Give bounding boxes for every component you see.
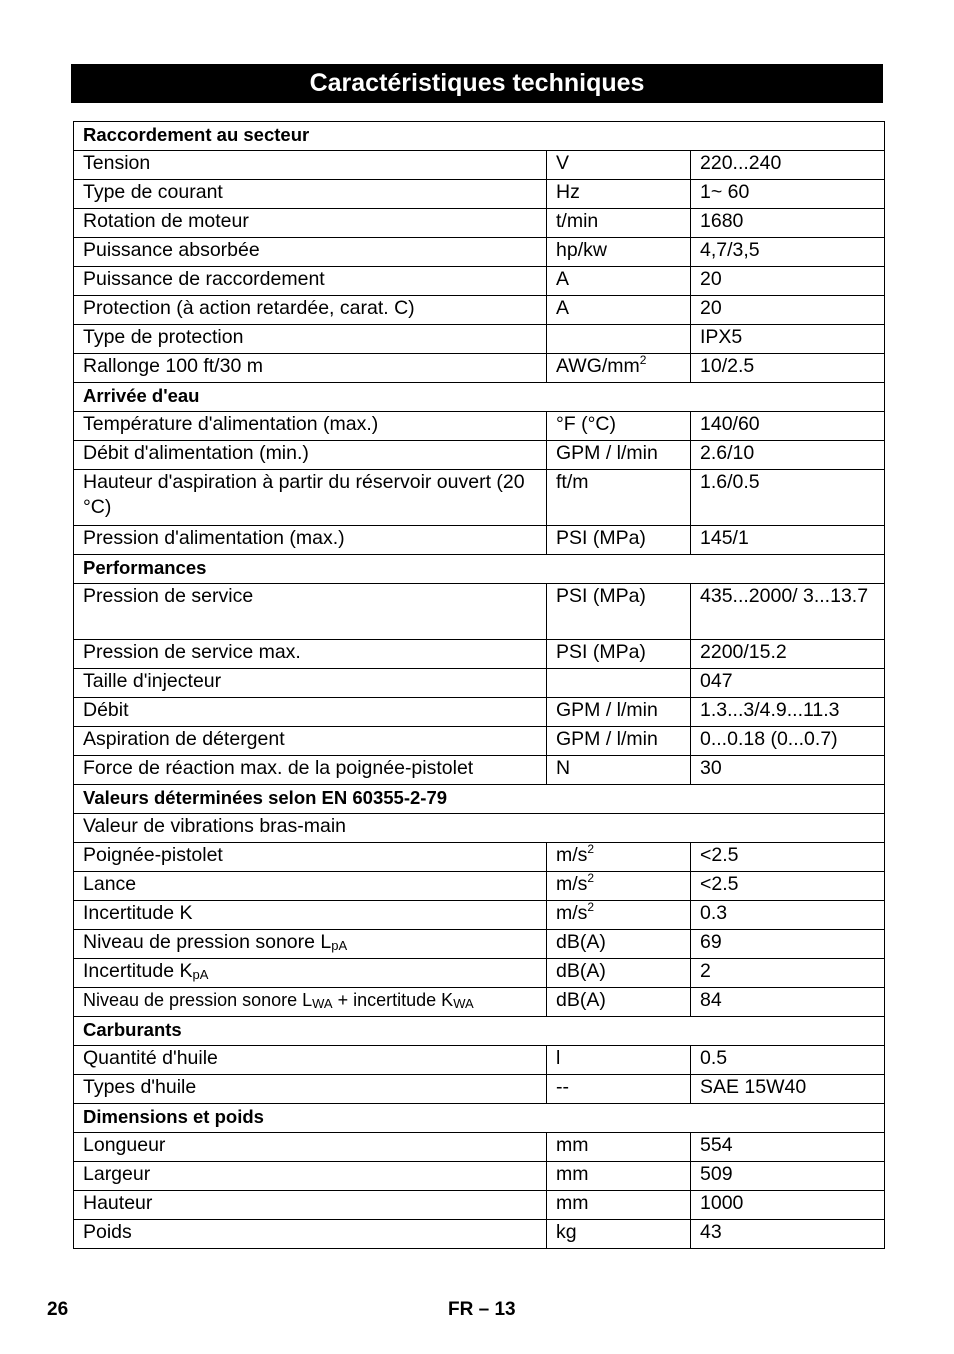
row-label: Largeur <box>74 1162 547 1191</box>
table-row <box>74 872 885 901</box>
row-label: Type de protection <box>74 325 547 354</box>
row-label: Valeur de vibrations bras-main <box>74 814 885 843</box>
row-unit: mm <box>547 1162 691 1191</box>
row-unit: -- <box>547 1075 691 1104</box>
row-unit: A <box>547 267 691 296</box>
row-unit: ft/m <box>547 470 691 526</box>
table-row <box>74 470 885 526</box>
section-header <box>74 122 885 151</box>
unit-exponent: 2 <box>587 900 595 914</box>
row-value: 84 <box>691 988 885 1017</box>
row-label: Puissance de raccordement <box>74 267 547 296</box>
section-title: Dimensions et poids <box>74 1104 885 1133</box>
unit-exponent: 2 <box>587 871 595 885</box>
label-text: Incertitude K <box>83 960 193 982</box>
row-unit: PSI (MPa) <box>547 526 691 555</box>
row-value: 1000 <box>691 1191 885 1220</box>
table-row <box>74 584 885 640</box>
row-label <box>74 930 547 959</box>
table-row <box>74 1191 885 1220</box>
table-row <box>74 959 885 988</box>
table-row <box>74 151 885 180</box>
row-unit: kg <box>547 1220 691 1249</box>
row-unit: PSI (MPa) <box>547 640 691 669</box>
row-label <box>74 988 547 1017</box>
unit-exponent: 2 <box>587 842 595 856</box>
row-label <box>74 959 547 988</box>
label-text: Niveau de pression sonore L <box>83 990 313 1010</box>
table-row <box>74 325 885 354</box>
row-value: 1.6/0.5 <box>691 470 885 526</box>
table-row <box>74 727 885 756</box>
label-subscript: pA <box>192 967 209 982</box>
section-title: Performances <box>74 555 885 584</box>
section-header <box>74 555 885 584</box>
row-label: Pression de service <box>74 584 547 640</box>
table-row <box>74 640 885 669</box>
section-title: Valeurs déterminées selon EN 60355-2-79 <box>74 785 885 814</box>
label-text: Niveau de pression sonore L <box>83 931 332 953</box>
table-row <box>74 180 885 209</box>
page-number: 26 <box>47 1299 69 1320</box>
table-row <box>74 843 885 872</box>
row-value: 140/60 <box>691 412 885 441</box>
table-row <box>74 1162 885 1191</box>
row-value: 047 <box>691 669 885 698</box>
row-label: Aspiration de détergent <box>74 727 547 756</box>
section-header <box>74 383 885 412</box>
row-label: Type de courant <box>74 180 547 209</box>
row-value: 554 <box>691 1133 885 1162</box>
row-value: 0.3 <box>691 901 885 930</box>
section-title: Carburants <box>74 1017 885 1046</box>
row-label: Protection (à action retardée, carat. C) <box>74 296 547 325</box>
row-value: 145/1 <box>691 526 885 555</box>
table-row <box>74 238 885 267</box>
table-row <box>74 1220 885 1249</box>
row-unit <box>547 901 691 930</box>
section-page-code: FR – 13 <box>448 1299 516 1320</box>
label-subscript: WA <box>453 996 474 1011</box>
row-unit: l <box>547 1046 691 1075</box>
row-value: 20 <box>691 296 885 325</box>
row-label: Quantité d'huile <box>74 1046 547 1075</box>
table-row <box>74 930 885 959</box>
table-row <box>74 814 885 843</box>
row-value: 69 <box>691 930 885 959</box>
table-row <box>74 756 885 785</box>
row-unit <box>547 872 691 901</box>
row-value: 2 <box>691 959 885 988</box>
table-row <box>74 441 885 470</box>
unit-exponent: 2 <box>639 353 647 367</box>
row-label: Rallonge 100 ft/30 m <box>74 354 547 383</box>
row-unit: GPM / l/min <box>547 698 691 727</box>
row-label: Tension <box>74 151 547 180</box>
row-label: Débit d'alimentation (min.) <box>74 441 547 470</box>
row-unit: GPM / l/min <box>547 441 691 470</box>
row-unit <box>547 669 691 698</box>
row-label: Types d'huile <box>74 1075 547 1104</box>
section-header <box>74 1104 885 1133</box>
row-unit <box>547 354 691 383</box>
table-row <box>74 526 885 555</box>
row-unit: PSI (MPa) <box>547 584 691 640</box>
row-unit: A <box>547 296 691 325</box>
row-label: Incertitude K <box>74 901 547 930</box>
row-value: 30 <box>691 756 885 785</box>
row-label: Lance <box>74 872 547 901</box>
row-value: 4,7/3,5 <box>691 238 885 267</box>
table-row <box>74 354 885 383</box>
row-unit: V <box>547 151 691 180</box>
table-row <box>74 267 885 296</box>
row-value: 43 <box>691 1220 885 1249</box>
row-label: Puissance absorbée <box>74 238 547 267</box>
spec-table <box>73 121 885 1249</box>
table-row <box>74 1075 885 1104</box>
row-value: 1.3...3/4.9...11.3 <box>691 698 885 727</box>
table-row <box>74 901 885 930</box>
row-label: Longueur <box>74 1133 547 1162</box>
table-row <box>74 412 885 441</box>
row-label: Pression d'alimentation (max.) <box>74 526 547 555</box>
row-label: Taille d'injecteur <box>74 669 547 698</box>
table-row <box>74 669 885 698</box>
row-value: 220...240 <box>691 151 885 180</box>
row-unit: mm <box>547 1133 691 1162</box>
row-value: <2.5 <box>691 872 885 901</box>
row-value: 20 <box>691 267 885 296</box>
section-header <box>74 1017 885 1046</box>
label-subscript: pA <box>331 938 348 953</box>
row-unit: dB(A) <box>547 988 691 1017</box>
row-value: SAE 15W40 <box>691 1075 885 1104</box>
row-label: Pression de service max. <box>74 640 547 669</box>
page-title: Caractéristiques techniques <box>71 64 883 103</box>
section-title: Raccordement au secteur <box>74 122 885 151</box>
row-unit: dB(A) <box>547 930 691 959</box>
row-label: Poids <box>74 1220 547 1249</box>
table-row <box>74 296 885 325</box>
label-text-mid: + incertitude K <box>332 990 454 1010</box>
table-row <box>74 1046 885 1075</box>
unit-text: m/s <box>556 844 588 866</box>
table-row <box>74 1133 885 1162</box>
row-value: 1~ 60 <box>691 180 885 209</box>
row-value: 2.6/10 <box>691 441 885 470</box>
unit-text: m/s <box>556 873 588 895</box>
row-value: 0...0.18 (0...0.7) <box>691 727 885 756</box>
row-value: 2200/15.2 <box>691 640 885 669</box>
table-row <box>74 988 885 1017</box>
row-value: <2.5 <box>691 843 885 872</box>
row-unit: Hz <box>547 180 691 209</box>
row-label: Hauteur d'aspiration à partir du réservoir ouvert (20 °C) <box>74 470 547 526</box>
row-value: 435...2000/ 3...13.7 <box>691 584 885 640</box>
row-label: Poignée-pistolet <box>74 843 547 872</box>
table-row <box>74 698 885 727</box>
row-unit: GPM / l/min <box>547 727 691 756</box>
row-value: 1680 <box>691 209 885 238</box>
row-unit: dB(A) <box>547 959 691 988</box>
row-unit: °F (°C) <box>547 412 691 441</box>
row-unit: mm <box>547 1191 691 1220</box>
row-label: Rotation de moteur <box>74 209 547 238</box>
section-title: Arrivée d'eau <box>74 383 885 412</box>
row-value: 10/2.5 <box>691 354 885 383</box>
row-unit: N <box>547 756 691 785</box>
section-header <box>74 785 885 814</box>
row-label: Hauteur <box>74 1191 547 1220</box>
row-unit: hp/kw <box>547 238 691 267</box>
row-unit <box>547 843 691 872</box>
row-value: 509 <box>691 1162 885 1191</box>
unit-text: m/s <box>556 902 588 924</box>
row-label: Force de réaction max. de la poignée-pistolet <box>74 756 547 785</box>
row-value: 0.5 <box>691 1046 885 1075</box>
unit-text: AWG/mm <box>556 355 640 377</box>
row-label: Température d'alimentation (max.) <box>74 412 547 441</box>
table-row <box>74 209 885 238</box>
row-unit <box>547 325 691 354</box>
label-subscript: WA <box>312 996 333 1011</box>
row-label: Débit <box>74 698 547 727</box>
row-unit: t/min <box>547 209 691 238</box>
row-value: IPX5 <box>691 325 885 354</box>
